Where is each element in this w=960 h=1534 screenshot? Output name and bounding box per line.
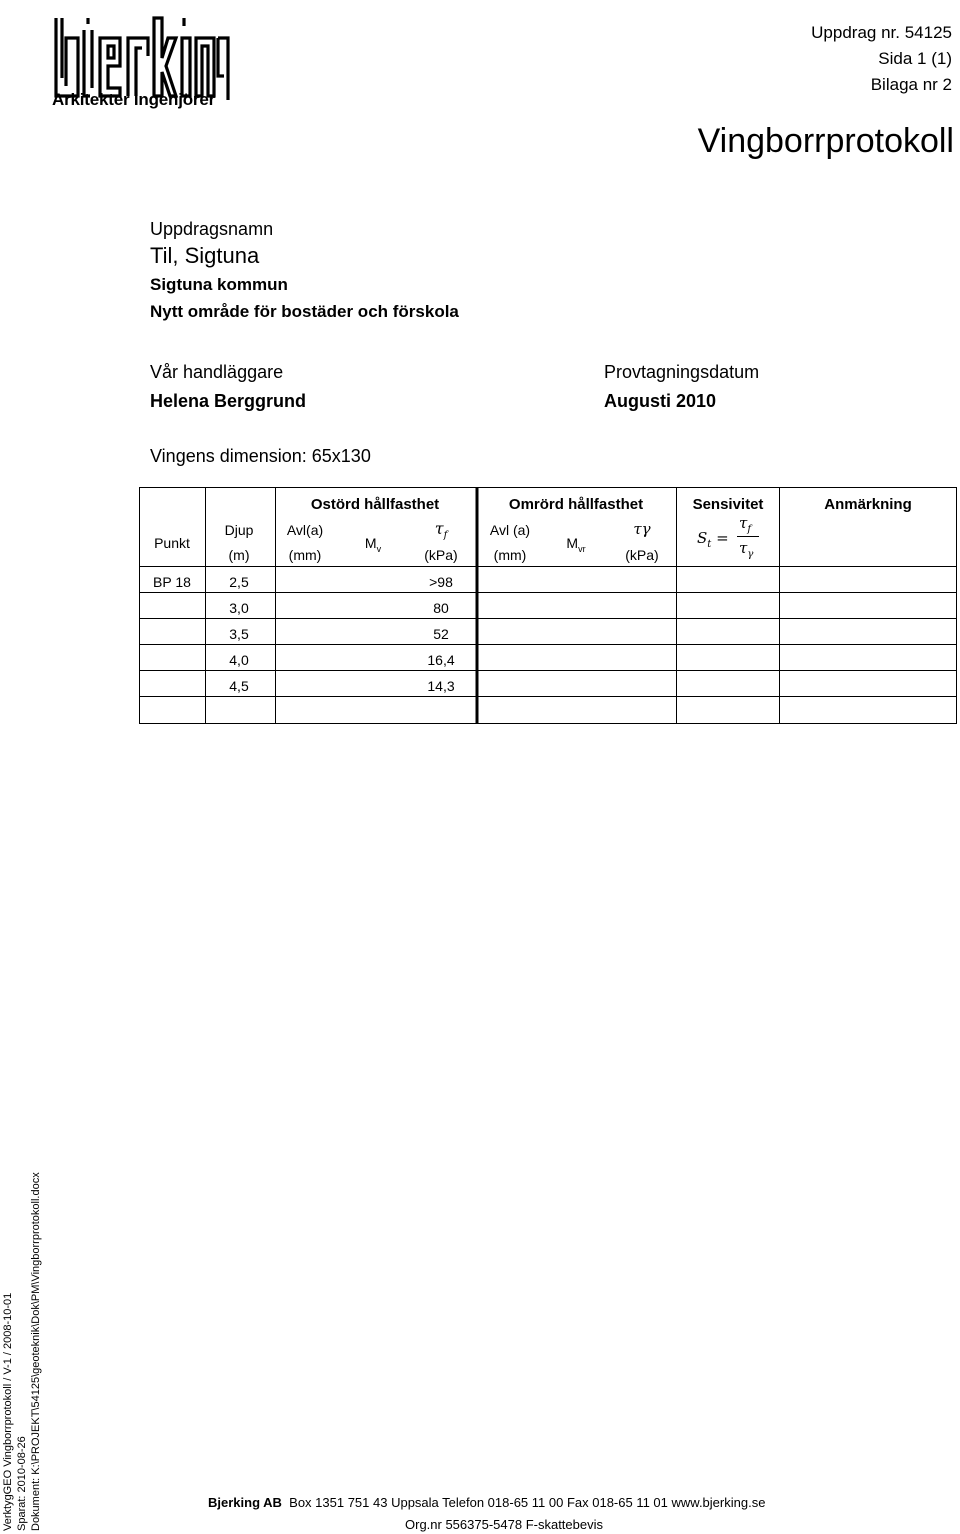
col-mvr: $M_{vr}$ [566,535,586,554]
sampling-date-label: Provtagningsdatum [604,362,760,382]
col-djup: Djup [224,522,254,538]
logo-subtitle: Arkitekter Ingenjörer [52,90,216,109]
row-4-djup: 4,0 [229,652,249,668]
assignment-number: Uppdrag nr. 54125 [811,23,952,42]
col-avl2: Avl (a) [489,522,531,538]
row-5-tau-f: 14,3 [427,678,455,694]
document-title: Vingborrprotokoll [697,122,954,160]
header-remarks: Anmärkning [824,496,912,513]
footer-orgnr: Org.nr 556375-5478 F-skattebevis [405,1517,603,1532]
project-description: Nytt område för bostäder och förskola [150,302,459,321]
col-tau-r: τγ [633,520,651,538]
row-3-tau-f: 52 [433,626,449,642]
footer-company: Bjerking AB [208,1495,282,1510]
page-number: Sida 1 (1) [878,49,952,68]
sensitivity-formula-numerator: $\tau_f$ [739,514,752,535]
handler-name: Helena Berggrund [150,391,307,411]
sampling-date: Augusti 2010 [604,391,717,411]
margin-document-path: Dokument: K:\PROJEKT\54125\geoteknik\Dok\PM\Vingborrprotokoll.docx [30,1172,42,1531]
row-3-djup: 3,5 [229,626,249,642]
margin-template-info: VerktygGEO Vingborrprotokoll / V-1 / 2008-10-01 [2,1292,14,1531]
header-sensitivity: Sensivitet [692,496,764,513]
assignment-name-label: Uppdragsnamn [150,219,274,239]
col-tau-f: $\tau_f$ [434,519,448,542]
col-avl: Avl(a) [286,522,324,538]
municipality: Sigtuna kommun [150,275,288,294]
project-name: Til, Sigtuna [150,243,260,268]
col-avl-unit: (mm) [288,547,322,563]
row-5-djup: 4,5 [229,678,249,694]
sensitivity-formula-denominator: $\tau_\gamma$ [739,539,754,560]
fraction-bar [737,536,759,537]
appendix-number: Bilaga nr 2 [870,75,952,94]
row-2-djup: 3,0 [229,600,249,616]
vane-test-table [139,487,957,724]
col-avl2-unit: (mm) [493,547,527,563]
header-remoulded-strength: Omrörd hållfasthet [508,496,644,513]
col-tau-f-unit: (kPa) [424,547,458,563]
row-1-tau-f: >98 [429,574,453,590]
table-grid [139,487,957,724]
footer-contact [208,1495,765,1510]
handler-label: Vår handläggare [150,362,284,382]
vane-dimension: Vingens dimension: 65x130 [150,446,371,466]
row-1-djup: 2,5 [229,574,249,590]
col-tau-r-unit: (kPa) [625,547,659,563]
col-mv: $M_v$ [364,535,382,554]
row-4-tau-f: 16,4 [427,652,455,668]
margin-saved-date: Sparat: 2010-08-26 [16,1436,28,1531]
header-undisturbed-strength: Ostörd hållfasthet [310,496,440,513]
row-2-tau-f: 80 [433,600,449,616]
footer-address: Box 1351 751 43 Uppsala Telefon 018-65 11 00 Fax 018-65 11 01 www.bjerking.se [289,1495,766,1510]
col-djup-unit: (m) [228,547,250,563]
row-1-punkt: BP 18 [153,574,191,590]
sensitivity-formula-lhs: $S_t$ = [697,529,729,550]
col-punkt: Punkt [154,535,190,551]
